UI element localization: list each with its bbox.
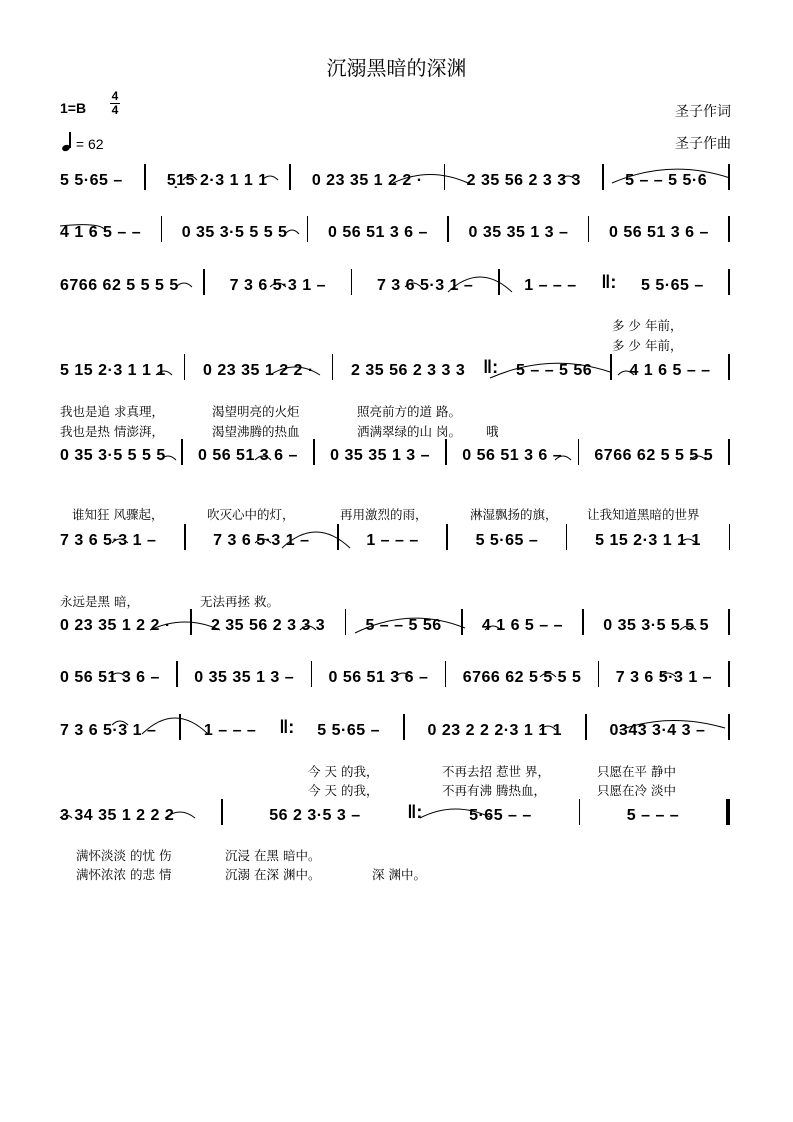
measure: 5 5·65 – xyxy=(641,277,704,294)
measure: 5 15 2·3 1 1 1 xyxy=(60,362,166,379)
barline xyxy=(578,439,580,465)
measure: 0 35 35 1 3 – xyxy=(468,224,569,241)
lyric-line: 谁知狂 风骤起， xyxy=(72,507,164,522)
barline xyxy=(444,164,446,190)
barline xyxy=(144,164,146,190)
measure: 5 – – 5 56 xyxy=(516,362,593,379)
measure: 5 15 2·3 1 1 1 xyxy=(595,532,701,549)
measure: 3 34 35 1 2 2 2 xyxy=(60,807,175,824)
barline xyxy=(203,269,205,295)
measure: 1 – – – xyxy=(524,277,577,294)
repeat-sign: ‖: xyxy=(279,717,295,737)
notation-line xyxy=(60,354,730,380)
lyric-verse1: 沉浸 在黑 暗中。 xyxy=(225,848,321,863)
barline xyxy=(446,524,448,550)
repeat-sign: ‖: xyxy=(483,357,499,377)
barline xyxy=(345,609,347,635)
barline xyxy=(351,269,353,295)
barline xyxy=(588,216,590,242)
composer-credit: 圣子作曲 xyxy=(675,136,731,152)
measure: 4 1 6 5 – – xyxy=(629,362,711,379)
lyric-verse2: 今 天 的我， xyxy=(308,783,379,798)
lyric-verse2: 哦 xyxy=(486,424,499,439)
lyric-verse1: 渴望明亮的火炬 xyxy=(212,404,300,419)
barline xyxy=(610,354,612,380)
barline xyxy=(337,524,339,550)
measure: 0 23 35 1 2 2 · xyxy=(311,172,423,189)
repeat-sign: ‖: xyxy=(407,802,423,822)
barline xyxy=(566,524,568,550)
lyric-verse2: 只愿在冷 淡中 xyxy=(597,783,676,798)
notation-line xyxy=(60,524,730,550)
lyric-verse1: 照亮前方的道 路。 xyxy=(357,404,461,419)
lyric-verse1: 只愿在平 静中 xyxy=(597,764,676,779)
barline xyxy=(729,524,731,550)
measure: 5 – – 5 5·6 xyxy=(625,172,708,189)
barline xyxy=(403,714,405,740)
barline xyxy=(579,799,581,825)
measure: 0 35 3·5 5 5 5 xyxy=(181,224,288,241)
repeat-sign: ‖: xyxy=(601,272,617,292)
lyric-verse2: 我也是热 情澎湃， xyxy=(60,424,164,439)
measure: 2 35 56 2 3 3 3 xyxy=(351,362,466,379)
measure: 4 1 6 5 – – xyxy=(60,224,142,241)
measure: 0343 3·4 3 – xyxy=(609,722,706,739)
barline xyxy=(332,354,334,380)
notation-line xyxy=(60,216,730,242)
measure: 5 – – 5 56 xyxy=(365,617,442,634)
notation-line xyxy=(60,439,730,465)
measure: 1 – – – xyxy=(203,722,257,739)
notation-line xyxy=(60,661,730,687)
lyric-verse2: 多 少 年前， xyxy=(612,338,683,353)
final-barline xyxy=(726,799,730,825)
measure: 5·65 – – xyxy=(469,807,532,824)
barline xyxy=(728,269,730,295)
barline xyxy=(447,216,449,242)
lyric-line: 淋湿飘扬的旗， xyxy=(470,507,558,522)
time-signature xyxy=(110,90,120,117)
lyric-line: 再用激烈的雨， xyxy=(340,507,428,522)
measure: 2 35 56 2 3 3 3 xyxy=(466,172,581,189)
lyric-verse2: 渴望沸腾的热血 xyxy=(212,424,300,439)
barline xyxy=(728,661,730,687)
measure: 5 5·65 – xyxy=(317,722,381,739)
measure: 5̣15 2·3 1 1 1 xyxy=(166,172,268,189)
measure: 0 56 51 3 6 – xyxy=(328,669,429,686)
measure: 7 3 6 5·3 1 – xyxy=(213,532,310,549)
measure: 7 3 6 5·3 1 – xyxy=(60,532,157,549)
measure: 56 2 3·5 3 – xyxy=(269,807,361,824)
measure: 7 3 6 5·3 1 – xyxy=(376,277,474,294)
barline xyxy=(181,439,183,465)
lyric-line: 吹灭心中的灯， xyxy=(207,507,295,522)
barline xyxy=(445,661,447,687)
notation-line xyxy=(60,164,730,190)
barline xyxy=(161,216,163,242)
lyric-verse1: 多 少 年前， xyxy=(612,318,683,333)
lyric-line: 让我知道黑暗的世界 xyxy=(587,507,700,522)
song-title: 沉溺黑暗的深渊 xyxy=(326,56,467,80)
measure: 4 1 6 5 – – xyxy=(481,617,563,634)
measure: 5 5·65 – xyxy=(60,172,123,189)
barline xyxy=(461,609,463,635)
measure: 2 35 56 2 3 3 3 xyxy=(210,617,326,634)
lyric-line: 无法再拯 救。 xyxy=(200,594,279,609)
measure: 7 3 6 5·3 1 – xyxy=(60,722,157,739)
barline xyxy=(289,164,291,190)
barline xyxy=(307,216,309,242)
key-signature: 1=B xyxy=(60,100,87,116)
barline xyxy=(179,714,181,740)
measure: 7 3 6 5·3 1 – xyxy=(229,277,326,294)
lyric-verse2: 满怀浓浓 的悲 情 xyxy=(76,867,172,882)
lyric-verse1: 不再去招 惹世 界， xyxy=(442,764,550,779)
notation-line xyxy=(60,714,730,740)
measure: 6766 62 5 5 5 5 xyxy=(60,277,179,294)
barline xyxy=(176,661,178,687)
lyric-verse2: 不再有沸 腾热血， xyxy=(442,783,546,798)
measure: 5 – – – xyxy=(626,807,680,824)
barline xyxy=(728,439,730,465)
lyric-line: 永远是黑 暗， xyxy=(60,594,139,609)
barline xyxy=(311,661,313,687)
time-signature-top: 4 xyxy=(111,89,119,103)
barline xyxy=(585,714,587,740)
measure: 0 23 2 2 2·3 1 1 1 xyxy=(427,722,562,739)
measure: 0 35 3·5 5 5 5 xyxy=(603,617,709,634)
barline xyxy=(184,354,186,380)
measure: 0 56 51 3 6 – xyxy=(197,447,298,464)
measure: 0 35 35 1 3 – xyxy=(194,669,295,686)
measure: 0 23 35 1 2 2 · xyxy=(60,617,171,634)
barline xyxy=(728,216,730,242)
notation-line xyxy=(60,609,730,635)
barline xyxy=(728,609,730,635)
measure: 0 56 51 3 6 – xyxy=(60,669,160,686)
notation-line xyxy=(60,269,730,295)
lyric-verse1: 今 天 的我， xyxy=(308,764,379,779)
lyric-verse2: 深 渊中。 xyxy=(372,867,426,882)
barline xyxy=(602,164,604,190)
barline xyxy=(728,164,730,190)
tempo-marking xyxy=(62,133,104,152)
quarter-note-icon xyxy=(62,133,72,151)
lyric-verse1: 满怀淡淡 的忧 伤 xyxy=(76,848,172,863)
barline xyxy=(728,354,730,380)
lyricist-credit: 圣子作词 xyxy=(675,104,731,120)
lyric-verse1: 我也是追 求真理， xyxy=(60,404,164,419)
measure: 5 5·65 – xyxy=(475,532,539,549)
measure: 0 35 35 1 3 – xyxy=(330,447,431,464)
barline xyxy=(728,714,730,740)
notation-line xyxy=(60,799,730,825)
tempo-value: = 62 xyxy=(75,136,104,152)
lyric-verse2: 沉溺 在深 渊中。 xyxy=(225,867,321,882)
barline xyxy=(445,439,447,465)
measure: 0 56 51 3 6 – xyxy=(462,447,563,464)
measure: 0 23 35 1 2 2 · xyxy=(203,362,314,379)
measure: 0 35 3·5 5 5 5 xyxy=(60,447,166,464)
barline xyxy=(582,609,584,635)
lyric-verse2: 洒满翠绿的山 岗。 xyxy=(357,424,461,439)
measure: 6766 62 5 5 5 5 xyxy=(594,447,714,464)
measure: 1 – – – xyxy=(366,532,419,549)
barline xyxy=(498,269,500,295)
barline xyxy=(190,609,192,635)
measure: 0 56 51 3 6 – xyxy=(328,224,428,241)
barline xyxy=(313,439,315,465)
time-signature-bottom: 4 xyxy=(111,103,119,117)
barline xyxy=(598,661,600,687)
barline xyxy=(221,799,223,825)
measure: 6766 62 5 5 5 5 xyxy=(462,669,582,686)
measure: 0 56 51 3 6 – xyxy=(608,224,709,241)
measure: 7 3 6 5·3 1 – xyxy=(615,669,713,686)
barline xyxy=(184,524,186,550)
